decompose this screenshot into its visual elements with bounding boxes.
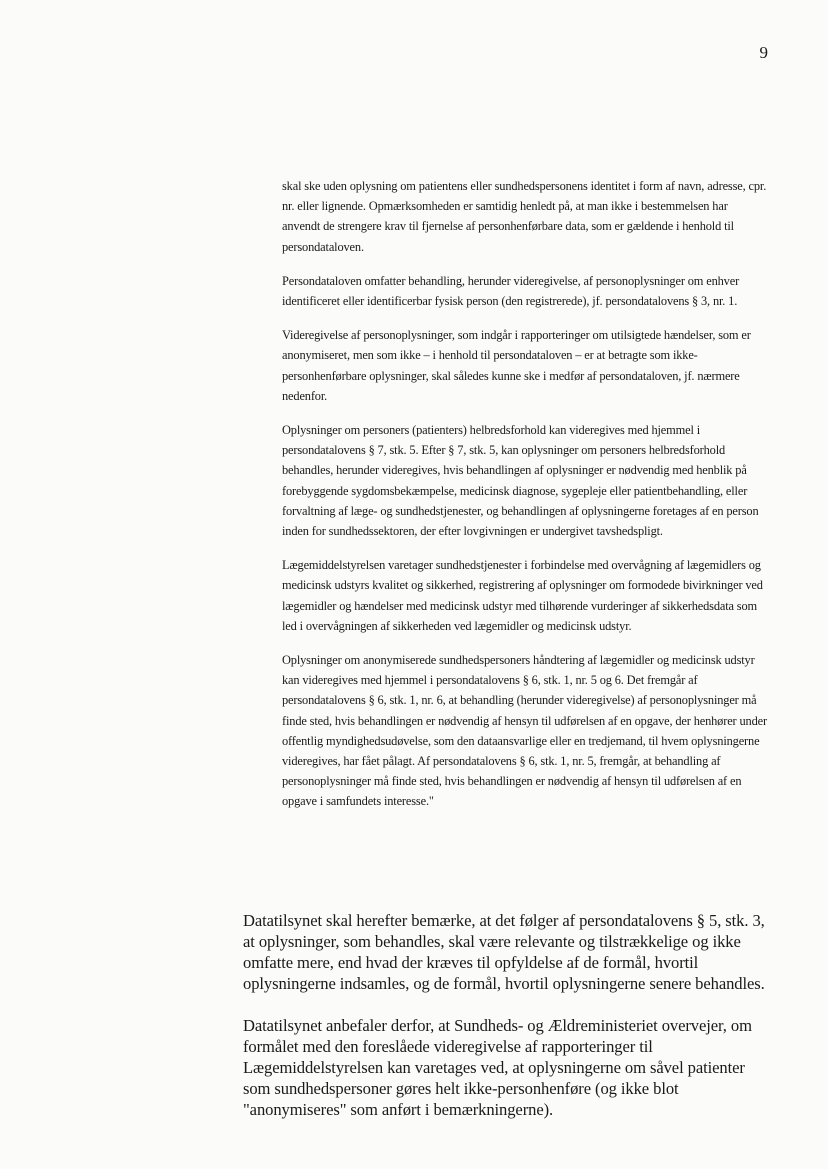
quote-paragraph: Oplysninger om personers (patienters) helbredsforhold kan videregives med hjemmel i persondatalovens § 7, stk. 5. Efter § 7, stk. 5, kan oplysninger om personers helbredsforhold behandles, herunder videregives, hvis behandlingen af oplysninger er nødvendig med henblik på forebyggende sygdomsbekæmpelse, medicinsk diagnose, sygepleje eller patientbehandling, eller forvaltning af læge- og sundhedstjenester, og behandlingen af oplysningerne foretages af en person inden for sundhedssektoren, der efter lovgivningen er undergivet tavshedspligt. (282, 423, 759, 539)
page-number: 9 (759, 43, 768, 62)
body-paragraph: Datatilsynet anbefaler derfor, at Sundheds- og Ældreministeriet overvejer, om formålet med den foreslåede videregivelse af rapporteringer til Lægemiddelstyrelsen kan varetages ved, at oplysningerne om såvel patienter som sundhedspersoner gøres helt ikke-personhenføre (og ikke blot "anonymiseres" som anført i bemærkningerne). (243, 1016, 752, 1119)
quote-paragraph: Oplysninger om anonymiserede sundhedspersoners håndtering af lægemidler og medicinsk udstyr kan videregives med hjemmel i persondatalovens § 6, stk. 1, nr. 5 og 6. Det fremgår af persondatalovens § 6, stk. 1, nr. 6, at behandling (herunder videregivelse) af personoplysninger må finde sted, hvis behandlingen er nødvendig af hensyn til udførelsen af en opgave, der henhører under offentlig myndighedsudøvelse, som den dataansvarlige eller en tredjemand, til hvem oplysningerne videregives, har fået pålagt. Af persondatalovens § 6, stk. 1, nr. 5, fremgår, at behandling af personoplysninger må finde sted, hvis behandlingen er nødvendig af hensyn til udførelsen af en opgave i samfundets interesse." (282, 653, 767, 809)
body-text-block (243, 910, 768, 1141)
quote-paragraph: Videregivelse af personoplysninger, som indgår i rapporteringer om utilsigtede hændelser, som er anonymiseret, men som ikke – i henhold til persondataloven – er at betragte som ikke-personhenførbare oplysninger, skal således kunne ske i medfør af persondataloven, jf. nærmere nedenfor. (282, 328, 751, 403)
quote-paragraph: skal ske uden oplysning om patientens eller sundhedspersonens identitet i form af navn, adresse, cpr. nr. eller lignende. Opmærksomheden er samtidig henledt på, at man ikke i bestemmelsen har anvendt de strengere krav til fjernelse af personhenførbare data, som er gældende i henhold til persondataloven. (282, 179, 767, 254)
body-paragraph: Datatilsynet skal herefter bemærke, at det følger af persondatalovens § 5, stk. 3, at oplysninger, som behandles, skal være relevante og tilstrækkelige og ikke omfatte mere, end hvad der kræves til opfyldelse af de formål, hvortil oplysningerne indsamles, og de formål, hvortil oplysningerne senere behandles. (243, 911, 765, 993)
quote-paragraph: Lægemiddelstyrelsen varetager sundhedstjenester i forbindelse med overvågning af lægemidlers og medicinsk udstyrs kvalitet og sikkerhed, registrering af oplysninger om formodede bivirkninger ved lægemidler og hændelser med medicinsk udstyr med tilhørende vurderinger af sikkerhedsdata som led i overvågningen af sikkerheden ved lægemidler og medicinsk udstyr. (282, 558, 763, 633)
quote-paragraph: Persondataloven omfatter behandling, herunder videregivelse, af personoplysninger om enhver identificeret eller identificerbar fysisk person (den registrerede), jf. persondatalovens § 3, nr. 1. (282, 273, 740, 309)
quoted-remarks-block (282, 176, 768, 826)
